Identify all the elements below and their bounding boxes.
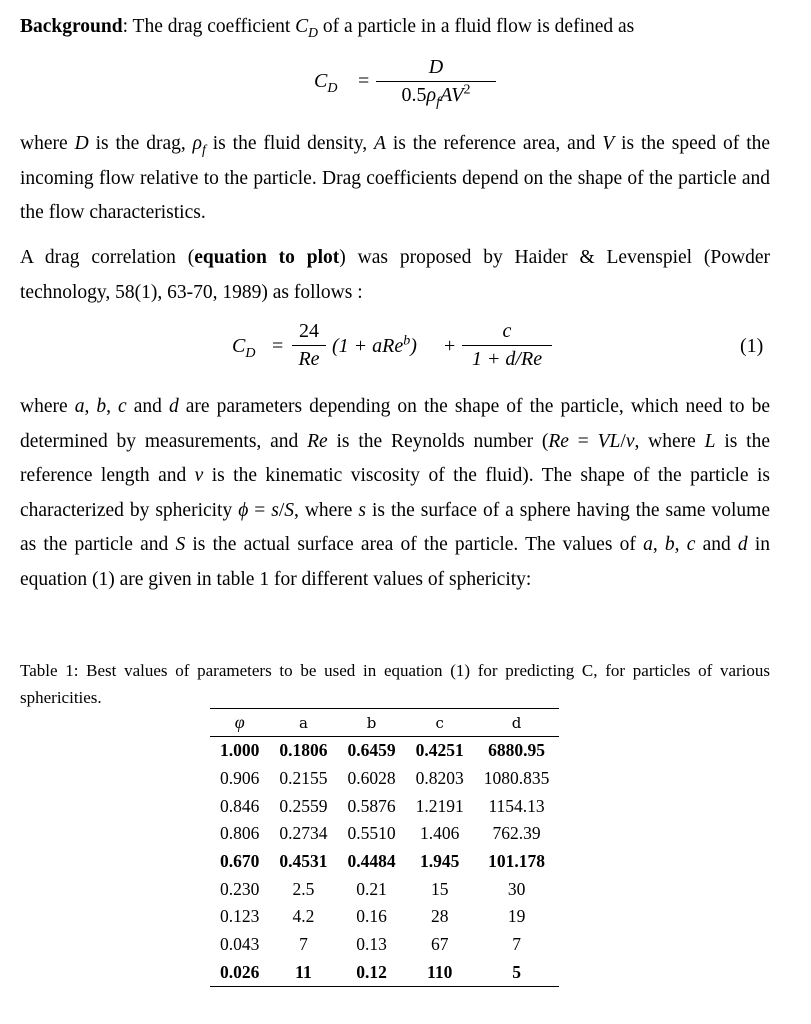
table-cell: 0.846: [220, 795, 260, 816]
table-row: [210, 765, 559, 793]
table-cell: 0.4484: [347, 851, 396, 872]
table-cell: 7: [512, 934, 521, 955]
table-cell: 0.123: [220, 906, 260, 927]
table-cell: 0.8203: [415, 768, 464, 789]
table-cell: 6880.95: [488, 740, 545, 761]
table-cell: 5: [512, 961, 521, 982]
table-cell: 0.21: [356, 878, 387, 899]
table-cell: 0.5876: [347, 795, 396, 816]
parameters-table: [210, 708, 559, 987]
haider-levenspiel-equation: $C_D$ = $\frac{24}{Re}$ (1 + aRe$^b$) + $\frac{c}{1 + d/Re}$ (1): [232, 320, 764, 370]
header-c: c: [406, 709, 474, 737]
table-cell: 4.2: [292, 906, 315, 927]
table-cell: 0.2559: [279, 795, 328, 816]
table-row: [210, 959, 559, 987]
table-cell: 11: [295, 961, 312, 982]
table-cell: 2.5: [292, 878, 315, 899]
fraction-c: $\frac{c}{1 + d/Re}$: [462, 320, 552, 371]
table-cell: 0.6028: [347, 768, 396, 789]
table-cell: 0.12: [356, 961, 387, 982]
definitions-paragraph: where D is the drag, $\rho_f$ is the fluid density, A is the reference area, and V is the speed of the incoming flow relative to the particle. Drag coefficients depend on the shape of the particle and the flow characteristics.: [20, 133, 771, 223]
table-cell: 110: [427, 961, 453, 982]
drag-fraction: D $0.5\rho_fAV^2$: [376, 56, 496, 107]
background-paragraph: Background: The drag coefficient $C_D$ of a particle in a fluid flow is defined as: [20, 16, 635, 40]
table-cell: 0.4531: [279, 851, 328, 872]
table-cell: 0.6459: [347, 740, 396, 761]
table-row: [210, 903, 559, 931]
header-a: a: [269, 709, 337, 737]
table-cell: 1.945: [420, 851, 460, 872]
table-cell: 0.4251: [415, 740, 464, 761]
table-cell: 1.406: [420, 823, 460, 844]
parameters-paragraph: where a, b, c and d are parameters depending on the shape of the particle, which need to be determined by measurements, and Re is the Reynolds number (Re = VL/ν, where L is the reference length and ν is the kinematic viscosity of the fluid). The shape of the particle is characterized by sphericity ϕ = s/S, where s is the surface of a sphere having the same volume as the particle and S is the actual surface area of the particle. The values of a, b, c and d in equation (1) are given in table 1 for different values of sphericity:: [20, 396, 771, 590]
fraction-24-re: $\frac{24}{Re}$: [292, 320, 326, 371]
table-cell: 0.906: [220, 768, 260, 789]
table-cell: 762.39: [492, 823, 541, 844]
correlation-paragraph: A drag correlation (equation to plot) was proposed by Haider & Levenspiel (Powder technology, 58(1), 63-70, 1989) as follows :: [20, 247, 770, 303]
table-row: [210, 820, 559, 848]
table-caption: Table 1: Best values of parameters to be used in equation (1) for predicting C, for particles of various sphericities.: [20, 661, 770, 707]
header-b: b: [338, 709, 406, 737]
table-row: [210, 737, 559, 765]
table-cell: 19: [507, 906, 526, 927]
table-cell: 67: [430, 934, 449, 955]
table-cell: 0.1806: [279, 740, 328, 761]
table-cell: 0.2734: [279, 823, 328, 844]
table-row: [210, 848, 559, 876]
table-cell: 0.2155: [279, 768, 328, 789]
table-cell: 0.026: [220, 961, 260, 982]
table-cell: 7: [299, 934, 308, 955]
table-cell: 30: [507, 878, 526, 899]
table-cell: 101.178: [488, 851, 545, 872]
table-header-row: [210, 709, 559, 737]
table-cell: 1.000: [220, 740, 260, 761]
header-phi: φ: [210, 709, 269, 737]
table-cell: 0.230: [220, 878, 260, 899]
table-cell: 0.806: [220, 823, 260, 844]
background-label: Background: [20, 16, 123, 37]
header-d: d: [474, 709, 560, 737]
drag-coefficient-equation: $C_D$ = D $0.5\rho_fAV^2$: [20, 56, 770, 116]
table-cell: 1080.835: [483, 768, 550, 789]
table-cell: 0.670: [220, 851, 260, 872]
table-cell: 0.5510: [347, 823, 396, 844]
table-row: [210, 792, 559, 820]
table-cell: 15: [430, 878, 449, 899]
table-cell: 1154.13: [488, 795, 545, 816]
table-cell: 1.2191: [415, 795, 464, 816]
table-row: [210, 931, 559, 959]
table-cell: 28: [430, 906, 449, 927]
table-cell: 0.16: [356, 906, 387, 927]
table-cell: 0.13: [356, 934, 387, 955]
table-row: [210, 875, 559, 903]
equation-number: (1): [740, 335, 764, 357]
table-cell: 0.043: [220, 934, 260, 955]
